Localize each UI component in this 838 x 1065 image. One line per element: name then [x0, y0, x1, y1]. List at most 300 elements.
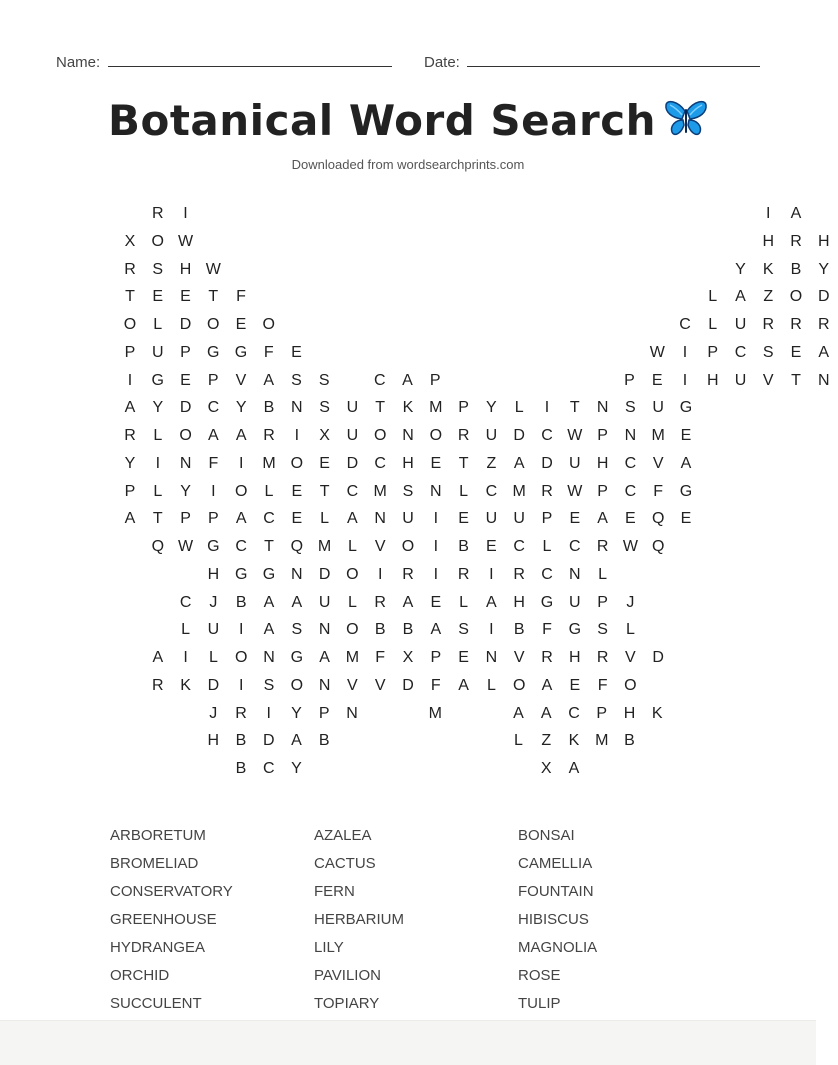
grid-letter[interactable]: N — [596, 399, 609, 417]
grid-letter[interactable]: X — [319, 427, 330, 444]
grid-letter[interactable]: I — [433, 565, 439, 583]
grid-letter[interactable]: B — [624, 732, 635, 750]
grid-letter[interactable]: H — [623, 704, 636, 722]
grid-letter[interactable]: E — [790, 343, 802, 361]
grid-letter[interactable]: U — [569, 454, 581, 472]
grid-letter[interactable]: L — [181, 621, 191, 639]
grid-letter[interactable]: Z — [486, 454, 497, 472]
grid-letter[interactable]: R — [790, 316, 802, 333]
grid-letter[interactable]: A — [540, 704, 552, 722]
grid-letter[interactable]: H — [706, 371, 719, 389]
grid-letter[interactable]: I — [682, 371, 688, 389]
grid-letter[interactable]: A — [568, 760, 580, 777]
grid-letter[interactable]: C — [373, 371, 386, 389]
grid-letter[interactable]: C — [541, 565, 553, 583]
grid-letter[interactable]: S — [458, 621, 469, 639]
grid-letter[interactable]: Q — [651, 510, 665, 528]
grid-letter[interactable]: V — [513, 649, 525, 666]
date-field-line[interactable] — [467, 66, 760, 67]
grid-letter[interactable]: R — [151, 205, 164, 222]
grid-letter[interactable]: I — [489, 621, 494, 639]
grid-letter[interactable]: L — [264, 482, 274, 500]
grid-letter[interactable]: D — [207, 676, 220, 694]
grid-letter[interactable]: L — [320, 510, 330, 528]
grid-letter[interactable]: U — [569, 593, 581, 611]
grid-letter[interactable]: E — [569, 510, 581, 528]
grid-letter[interactable]: L — [153, 316, 163, 333]
grid-letter[interactable]: P — [597, 427, 608, 444]
grid-letter[interactable]: S — [291, 371, 302, 389]
grid-letter[interactable]: L — [153, 482, 163, 500]
grid-letter[interactable]: A — [124, 510, 136, 528]
grid-letter[interactable]: O — [234, 649, 248, 666]
grid-letter[interactable]: Q — [151, 538, 165, 555]
grid-letter[interactable]: N — [485, 649, 498, 666]
grid-letter[interactable]: A — [597, 510, 608, 528]
grid-letter[interactable]: F — [653, 482, 664, 500]
grid-letter[interactable]: E — [625, 510, 636, 528]
grid-letter[interactable]: W — [177, 232, 194, 250]
grid-letter[interactable]: T — [319, 482, 330, 500]
grid-letter[interactable]: B — [263, 399, 275, 417]
grid-letter[interactable]: E — [291, 510, 303, 528]
grid-letter[interactable]: A — [458, 676, 469, 694]
grid-letter[interactable]: E — [651, 371, 663, 389]
grid-letter[interactable]: E — [486, 538, 497, 555]
grid-letter[interactable]: O — [262, 316, 275, 333]
grid-letter[interactable]: R — [402, 565, 414, 583]
grid-letter[interactable]: N — [291, 565, 303, 583]
grid-letter[interactable]: C — [734, 343, 747, 361]
grid-letter[interactable]: V — [235, 371, 247, 389]
grid-letter[interactable]: C — [624, 482, 637, 500]
grid-letter[interactable]: M — [428, 704, 442, 722]
grid-letter[interactable]: U — [513, 510, 525, 528]
grid-letter[interactable]: K — [402, 399, 414, 417]
grid-letter[interactable]: E — [680, 427, 692, 444]
grid-letter[interactable]: R — [817, 316, 830, 333]
grid-letter[interactable]: G — [234, 565, 248, 583]
grid-letter[interactable]: W — [567, 482, 583, 500]
grid-letter[interactable]: O — [179, 427, 192, 444]
grid-letter[interactable]: W — [649, 343, 665, 361]
grid-letter[interactable]: E — [180, 371, 191, 389]
grid-letter[interactable]: D — [817, 288, 830, 306]
grid-letter[interactable]: N — [402, 427, 414, 444]
grid-letter[interactable]: M — [512, 482, 526, 500]
grid-letter[interactable]: Y — [486, 399, 497, 417]
grid-letter[interactable]: E — [680, 510, 692, 528]
grid-letter[interactable]: R — [457, 565, 470, 583]
grid-letter[interactable]: N — [569, 565, 581, 583]
grid-letter[interactable]: A — [486, 593, 497, 611]
grid-letter[interactable]: J — [209, 704, 218, 722]
grid-letter[interactable]: E — [569, 676, 581, 694]
grid-letter[interactable]: G — [234, 343, 248, 361]
grid-letter[interactable]: H — [179, 260, 192, 278]
grid-letter[interactable]: L — [708, 288, 718, 306]
grid-letter[interactable]: Q — [651, 538, 665, 555]
grid-letter[interactable]: D — [318, 565, 331, 583]
grid-letter[interactable]: C — [568, 704, 580, 722]
grid-letter[interactable]: Y — [124, 454, 136, 472]
grid-letter[interactable]: Y — [291, 760, 302, 777]
grid-letter[interactable]: I — [766, 205, 771, 222]
grid-letter[interactable]: X — [124, 232, 136, 250]
grid-letter[interactable]: S — [319, 399, 330, 417]
grid-letter[interactable]: P — [597, 593, 608, 611]
grid-letter[interactable]: B — [318, 732, 330, 750]
grid-letter[interactable]: A — [291, 593, 303, 611]
grid-letter[interactable]: A — [263, 593, 275, 611]
grid-letter[interactable]: A — [291, 732, 302, 750]
grid-letter[interactable]: I — [127, 371, 133, 389]
grid-letter[interactable]: A — [263, 621, 275, 639]
grid-letter[interactable]: P — [597, 482, 608, 500]
grid-letter[interactable]: G — [207, 538, 220, 555]
grid-letter[interactable]: P — [124, 343, 136, 361]
grid-letter[interactable]: K — [180, 676, 191, 694]
grid-letter[interactable]: Y — [152, 399, 164, 417]
grid-letter[interactable]: R — [596, 538, 609, 555]
grid-letter[interactable]: N — [318, 621, 331, 639]
grid-letter[interactable]: O — [512, 676, 526, 694]
grid-letter[interactable]: A — [790, 205, 802, 222]
grid-letter[interactable]: A — [680, 454, 692, 472]
grid-letter[interactable]: H — [596, 454, 609, 472]
grid-letter[interactable]: E — [235, 316, 247, 333]
grid-letter[interactable]: L — [514, 399, 524, 417]
grid-letter[interactable]: N — [263, 649, 275, 666]
grid-letter[interactable]: T — [458, 454, 469, 472]
grid-letter[interactable]: A — [347, 510, 358, 528]
grid-letter[interactable]: I — [433, 538, 439, 555]
grid-letter[interactable]: S — [263, 676, 275, 694]
grid-letter[interactable]: T — [208, 288, 219, 306]
grid-letter[interactable]: A — [235, 510, 247, 528]
grid-letter[interactable]: O — [151, 232, 164, 250]
grid-letter[interactable]: R — [457, 427, 470, 444]
grid-letter[interactable]: A — [402, 371, 413, 389]
grid-letter[interactable]: C — [679, 316, 691, 333]
grid-letter[interactable]: N — [374, 510, 386, 528]
grid-letter[interactable]: U — [734, 316, 747, 333]
grid-letter[interactable]: I — [155, 454, 161, 472]
grid-letter[interactable]: P — [541, 510, 553, 528]
grid-letter[interactable]: M — [373, 482, 387, 500]
grid-letter[interactable]: K — [568, 732, 580, 750]
grid-letter[interactable]: C — [485, 482, 498, 500]
grid-letter[interactable]: E — [319, 454, 330, 472]
grid-letter[interactable]: E — [458, 510, 469, 528]
grid-letter[interactable]: B — [458, 538, 469, 555]
grid-letter[interactable]: P — [180, 343, 191, 361]
grid-letter[interactable]: M — [345, 649, 360, 666]
grid-letter[interactable]: J — [626, 593, 635, 611]
grid-letter[interactable]: A — [430, 621, 442, 639]
grid-letter[interactable]: U — [318, 593, 331, 611]
grid-letter[interactable]: P — [208, 510, 219, 528]
grid-letter[interactable]: L — [459, 593, 469, 611]
grid-letter[interactable]: I — [294, 427, 300, 444]
grid-letter[interactable]: R — [762, 316, 775, 333]
grid-letter[interactable]: F — [430, 676, 441, 694]
grid-letter[interactable]: C — [541, 427, 553, 444]
grid-letter[interactable]: I — [377, 565, 383, 583]
grid-letter[interactable]: N — [430, 482, 442, 500]
grid-letter[interactable]: O — [346, 621, 359, 639]
grid-letter[interactable]: S — [762, 343, 774, 361]
grid-letter[interactable]: B — [235, 760, 247, 777]
grid-letter[interactable]: C — [374, 454, 386, 472]
grid-letter[interactable]: R — [596, 649, 609, 666]
grid-letter[interactable]: I — [183, 649, 188, 666]
grid-letter[interactable]: I — [238, 454, 244, 472]
grid-letter[interactable]: L — [514, 732, 523, 750]
grid-letter[interactable]: L — [542, 538, 552, 555]
grid-letter[interactable]: G — [540, 593, 554, 611]
grid-letter[interactable]: I — [682, 343, 688, 361]
grid-letter[interactable]: S — [402, 482, 414, 500]
grid-letter[interactable]: U — [485, 510, 498, 528]
grid-letter[interactable]: C — [346, 482, 359, 500]
grid-letter[interactable]: S — [597, 621, 608, 639]
grid-letter[interactable]: M — [317, 538, 332, 555]
grid-letter[interactable]: P — [124, 482, 136, 500]
grid-letter[interactable]: O — [123, 316, 137, 333]
grid-letter[interactable]: S — [625, 399, 636, 417]
grid-letter[interactable]: U — [346, 399, 359, 417]
grid-letter[interactable]: A — [263, 371, 275, 389]
grid-letter[interactable]: S — [318, 371, 330, 389]
grid-letter[interactable]: G — [290, 649, 304, 666]
grid-letter[interactable]: O — [789, 288, 803, 306]
grid-letter[interactable]: W — [205, 260, 221, 278]
grid-letter[interactable]: G — [262, 565, 276, 583]
grid-letter[interactable]: K — [762, 260, 774, 278]
grid-letter[interactable]: S — [152, 260, 164, 278]
grid-letter[interactable]: I — [489, 565, 494, 583]
grid-letter[interactable]: C — [569, 538, 581, 555]
grid-letter[interactable]: B — [235, 732, 247, 750]
grid-letter[interactable]: P — [596, 704, 608, 722]
grid-letter[interactable]: D — [513, 427, 525, 444]
grid-letter[interactable]: R — [152, 676, 164, 694]
grid-letter[interactable]: G — [151, 371, 164, 389]
grid-letter[interactable]: L — [347, 538, 357, 555]
grid-letter[interactable]: E — [430, 593, 442, 611]
grid-letter[interactable]: F — [542, 621, 552, 639]
grid-letter[interactable]: H — [817, 232, 830, 250]
grid-letter[interactable]: R — [790, 232, 802, 250]
grid-letter[interactable]: P — [707, 343, 719, 361]
grid-letter[interactable]: B — [513, 621, 525, 639]
grid-letter[interactable]: U — [734, 371, 747, 389]
grid-letter[interactable]: E — [291, 343, 302, 361]
grid-letter[interactable]: L — [208, 649, 218, 666]
grid-letter[interactable]: B — [235, 593, 247, 611]
grid-letter[interactable]: D — [179, 316, 192, 333]
grid-letter[interactable]: T — [791, 371, 801, 389]
grid-letter[interactable]: O — [346, 565, 359, 583]
grid-letter[interactable]: O — [429, 427, 443, 444]
grid-letter[interactable]: F — [208, 454, 219, 472]
grid-letter[interactable]: Q — [290, 538, 304, 555]
grid-letter[interactable]: L — [347, 593, 357, 611]
grid-letter[interactable]: A — [735, 288, 746, 306]
grid-letter[interactable]: C — [513, 538, 525, 555]
grid-letter[interactable]: P — [458, 399, 469, 417]
grid-letter[interactable]: J — [209, 593, 218, 611]
grid-letter[interactable]: H — [402, 454, 414, 472]
grid-letter[interactable]: D — [179, 399, 192, 417]
grid-letter[interactable]: N — [624, 427, 637, 444]
grid-letter[interactable]: L — [598, 565, 608, 583]
grid-letter[interactable]: L — [625, 621, 635, 639]
grid-letter[interactable]: H — [207, 565, 220, 583]
grid-letter[interactable]: M — [262, 454, 276, 472]
grid-letter[interactable]: U — [346, 427, 359, 444]
grid-letter[interactable]: U — [207, 621, 220, 639]
grid-letter[interactable]: O — [207, 316, 220, 333]
grid-letter[interactable]: I — [211, 482, 216, 500]
grid-letter[interactable]: S — [291, 621, 303, 639]
grid-letter[interactable]: R — [124, 427, 136, 444]
grid-letter[interactable]: I — [544, 399, 550, 417]
grid-letter[interactable]: H — [207, 732, 220, 750]
grid-letter[interactable]: T — [375, 399, 386, 417]
grid-letter[interactable]: N — [179, 454, 192, 472]
grid-letter[interactable]: U — [485, 427, 498, 444]
grid-letter[interactable]: E — [458, 649, 469, 666]
grid-letter[interactable]: L — [486, 676, 496, 694]
name-field-line[interactable] — [108, 66, 392, 67]
grid-letter[interactable]: G — [679, 482, 693, 500]
grid-letter[interactable]: A — [541, 676, 553, 694]
grid-letter[interactable]: N — [346, 704, 358, 722]
grid-letter[interactable]: C — [235, 538, 247, 555]
grid-letter[interactable]: F — [375, 649, 386, 666]
grid-letter[interactable]: N — [291, 399, 303, 417]
grid-letter[interactable]: R — [513, 565, 525, 583]
grid-letter[interactable]: U — [652, 399, 664, 417]
grid-letter[interactable]: D — [652, 649, 664, 666]
grid-letter[interactable]: A — [513, 704, 524, 722]
grid-letter[interactable]: F — [263, 343, 274, 361]
grid-letter[interactable]: T — [569, 399, 580, 417]
grid-letter[interactable]: K — [651, 704, 663, 722]
grid-letter[interactable]: V — [374, 676, 386, 694]
grid-letter[interactable]: I — [238, 621, 244, 639]
grid-letter[interactable]: O — [290, 454, 304, 472]
grid-letter[interactable]: Y — [735, 260, 746, 278]
grid-letter[interactable]: W — [567, 427, 583, 444]
grid-letter[interactable]: I — [433, 510, 439, 528]
grid-letter[interactable]: A — [124, 399, 136, 417]
grid-letter[interactable]: U — [402, 510, 414, 528]
grid-letter[interactable]: V — [625, 649, 636, 666]
grid-letter[interactable]: L — [153, 427, 163, 444]
grid-letter[interactable]: V — [374, 538, 386, 555]
grid-letter[interactable]: I — [183, 205, 188, 222]
grid-letter[interactable]: H — [569, 649, 581, 666]
grid-letter[interactable]: R — [124, 260, 136, 278]
grid-letter[interactable]: C — [179, 593, 192, 611]
grid-letter[interactable]: D — [262, 732, 275, 750]
grid-letter[interactable]: O — [290, 676, 304, 694]
grid-letter[interactable]: E — [430, 454, 442, 472]
grid-letter[interactable]: L — [708, 316, 718, 333]
grid-letter[interactable]: R — [374, 593, 386, 611]
grid-letter[interactable]: E — [152, 288, 164, 306]
grid-letter[interactable]: Z — [763, 288, 774, 306]
grid-letter[interactable]: B — [374, 621, 386, 639]
grid-letter[interactable]: W — [178, 538, 194, 555]
grid-letter[interactable]: T — [125, 288, 135, 306]
grid-letter[interactable]: P — [429, 371, 441, 389]
grid-letter[interactable]: U — [151, 343, 164, 361]
grid-letter[interactable]: R — [541, 649, 553, 666]
grid-letter[interactable]: A — [208, 427, 219, 444]
grid-letter[interactable]: P — [318, 704, 330, 722]
grid-letter[interactable]: O — [624, 676, 637, 694]
grid-letter[interactable]: M — [651, 427, 665, 444]
grid-letter[interactable]: B — [790, 260, 802, 278]
grid-letter[interactable]: I — [238, 676, 244, 694]
grid-letter[interactable]: Y — [180, 482, 191, 500]
grid-letter[interactable]: D — [402, 676, 414, 694]
grid-letter[interactable]: V — [762, 371, 774, 389]
grid-letter[interactable]: A — [235, 427, 247, 444]
grid-letter[interactable]: D — [346, 454, 359, 472]
grid-letter[interactable]: C — [263, 510, 275, 528]
grid-letter[interactable]: D — [541, 454, 553, 472]
grid-letter[interactable]: F — [236, 288, 246, 306]
grid-letter[interactable]: G — [568, 621, 582, 639]
grid-letter[interactable]: M — [429, 399, 443, 417]
grid-letter[interactable]: B — [402, 621, 414, 639]
grid-letter[interactable]: C — [207, 399, 220, 417]
grid-letter[interactable]: N — [817, 371, 830, 389]
grid-letter[interactable]: Y — [291, 704, 302, 722]
grid-letter[interactable]: F — [597, 676, 608, 694]
grid-letter[interactable]: R — [541, 482, 553, 500]
grid-letter[interactable]: T — [264, 538, 274, 555]
grid-letter[interactable]: T — [152, 510, 163, 528]
grid-letter[interactable]: A — [152, 649, 164, 666]
grid-letter[interactable]: Y — [235, 399, 247, 417]
grid-letter[interactable]: Y — [818, 260, 830, 278]
grid-letter[interactable]: P — [430, 649, 442, 666]
grid-letter[interactable]: O — [234, 482, 248, 500]
grid-letter[interactable]: G — [679, 399, 693, 417]
grid-letter[interactable]: P — [624, 371, 635, 389]
grid-letter[interactable]: A — [513, 454, 525, 472]
grid-letter[interactable]: I — [266, 704, 271, 722]
grid-letter[interactable]: X — [402, 649, 414, 666]
grid-letter[interactable]: H — [762, 232, 775, 250]
grid-letter[interactable]: E — [180, 288, 191, 306]
grid-letter[interactable]: A — [319, 649, 330, 666]
grid-letter[interactable]: E — [291, 482, 303, 500]
grid-letter[interactable]: M — [595, 732, 609, 750]
grid-letter[interactable]: H — [513, 593, 525, 611]
grid-letter[interactable]: X — [540, 760, 552, 777]
grid-letter[interactable]: V — [652, 454, 664, 472]
grid-letter[interactable]: C — [624, 454, 637, 472]
grid-letter[interactable]: N — [318, 676, 331, 694]
grid-letter[interactable]: A — [402, 593, 414, 611]
